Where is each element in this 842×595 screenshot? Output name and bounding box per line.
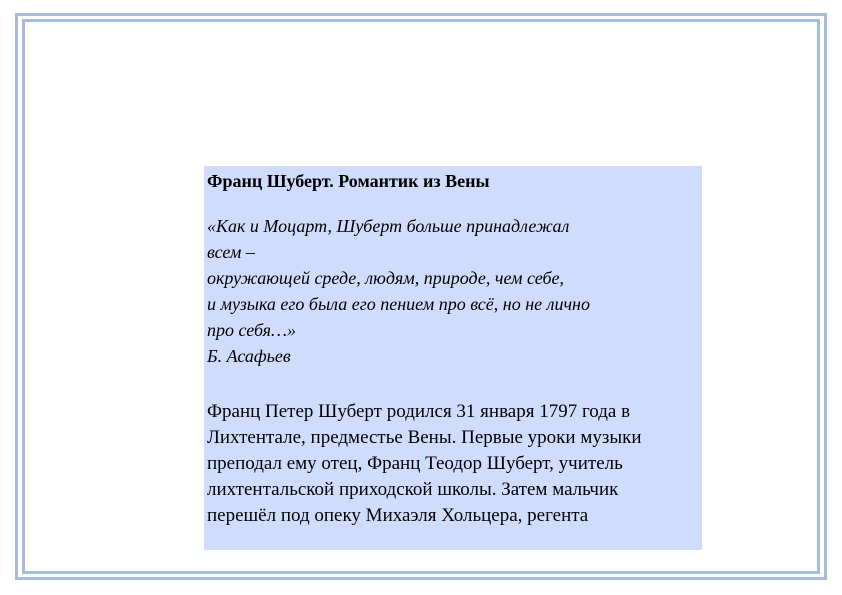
document-title: Франц Шуберт. Романтик из Вены	[207, 171, 490, 191]
quote-line: окружающей среде, людям, природе, чем себе,	[207, 268, 565, 288]
quote-author: Б. Асафьев	[207, 346, 291, 366]
biography-paragraph	[207, 399, 702, 529]
bio-line: перешёл под опеку Михаэля Хольцера, регента	[207, 505, 589, 526]
quote-line: всем –	[207, 242, 255, 262]
bio-line: Франц Петер Шуберт родился 31 января 1797 года в	[207, 401, 631, 422]
bio-line: лихтентальской приходской школы. Затем мальчик	[207, 479, 619, 500]
quote-line: «Как и Моцарт, Шуберт больше принадлежал	[207, 216, 570, 236]
bio-line: преподал ему отец, Франц Теодор Шуберт, учитель	[207, 453, 623, 474]
bio-line: Лихтентале, предместье Вены. Первые уроки музыки	[207, 427, 642, 448]
text-box	[204, 166, 702, 550]
quote-line: и музыка его была его пением про всё, но не лично	[207, 294, 590, 314]
epigraph-quote	[207, 213, 702, 369]
quote-line: про себя…»	[207, 320, 296, 340]
